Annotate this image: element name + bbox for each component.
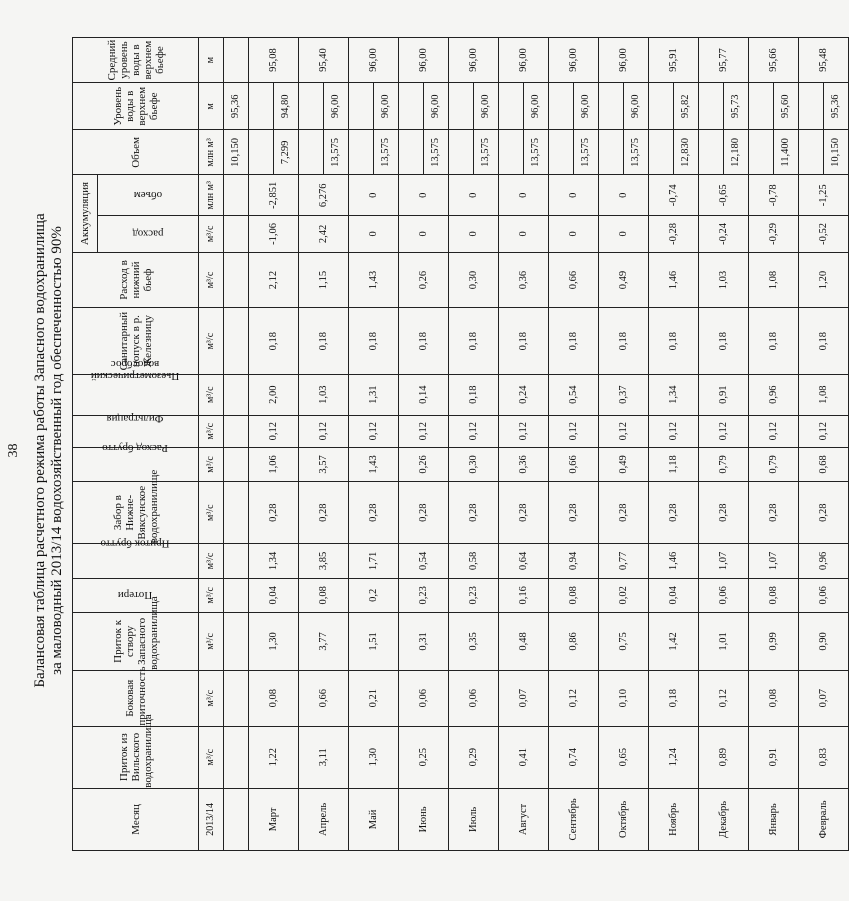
document-title (32, 0, 66, 901)
cell-volume-blank (249, 130, 274, 175)
cell-spillway: 1,03 (299, 374, 349, 415)
cell-losses: 0,04 (649, 578, 699, 612)
cell-level-blank (749, 83, 774, 130)
cell-level-blank (549, 83, 574, 130)
unit-filtration: м³/с (199, 415, 224, 447)
cell-inflow-brutto: 0,77 (599, 544, 649, 578)
cell-acc-volume: 0 (549, 175, 599, 216)
cell-inflow-vilsk: 0,29 (449, 726, 499, 788)
cell-flow-brutto: 3,57 (299, 447, 349, 481)
cell-tailwater-flow: 0,66 (549, 252, 599, 308)
header-avg-level: Средний уровень воды в верхнем бьефе (73, 38, 199, 83)
cell-filtration: 0,12 (799, 415, 849, 447)
units-row (199, 38, 224, 851)
cell-acc-volume: -1,25 (799, 175, 849, 216)
cell-acc-flow: -0,24 (699, 216, 749, 252)
unit-sanitary: м³/с (199, 308, 224, 374)
cell-inflow-zapasnoe: 1,30 (249, 612, 299, 670)
cell-volume-blank (349, 130, 374, 175)
cell-intake: 0,28 (299, 482, 349, 544)
cell-tailwater-flow: 0,36 (499, 252, 549, 308)
cell-lateral: 0,12 (699, 670, 749, 726)
cell-sanitary: 0,18 (549, 308, 599, 374)
table-row (599, 38, 624, 851)
cell-inflow-vilsk: 0,74 (549, 726, 599, 788)
initial-row (224, 38, 249, 851)
cell-flow-brutto: 0,79 (749, 447, 799, 481)
cell-intake: 0,28 (599, 482, 649, 544)
cell-volume-blank (649, 130, 674, 175)
cell-filtration: 0,12 (749, 415, 799, 447)
cell-sanitary: 0,18 (799, 308, 849, 374)
cell-acc-volume: -2,851 (249, 175, 299, 216)
cell-volume: 7,299 (274, 130, 299, 175)
month-cell: Февраль (799, 788, 849, 850)
cell-tailwater-flow: 0,30 (449, 252, 499, 308)
cell-level: 95,36 (824, 83, 849, 130)
cell-avg-level: 96,00 (499, 38, 549, 83)
header-lateral: Боковая приточность (73, 670, 199, 726)
unit-tailwater: м³/с (199, 252, 224, 308)
header-tailwater-flow: Расход в нижний бьеф (73, 252, 199, 308)
header-acc-flow (98, 216, 199, 252)
cell-inflow-zapasnoe: 0,86 (549, 612, 599, 670)
cell-inflow-brutto: 1,71 (349, 544, 399, 578)
cell-intake: 0,28 (699, 482, 749, 544)
cell-intake: 0,28 (399, 482, 449, 544)
cell-inflow-vilsk: 0,83 (799, 726, 849, 788)
unit-inflow-brutto: м³/с (199, 544, 224, 578)
cell-losses: 0,08 (299, 578, 349, 612)
cell-acc-flow: 0 (399, 216, 449, 252)
cell-lateral: 0,21 (349, 670, 399, 726)
table-row (699, 38, 724, 851)
cell-volume: 13,575 (624, 130, 649, 175)
cell-level-blank (349, 83, 374, 130)
cell-avg-level: 95,48 (799, 38, 849, 83)
header-losses-text: Потери (117, 588, 153, 601)
cell-acc-flow: 0 (499, 216, 549, 252)
cell-inflow-vilsk: 0,41 (499, 726, 549, 788)
cell-volume-blank (399, 130, 424, 175)
month-cell: Август (499, 788, 549, 850)
title-line-2: за маловодный 2013/14 водохозяйственный год обеспеченностью 90% (49, 226, 65, 675)
cell-flow-brutto: 0,79 (699, 447, 749, 481)
cell-avg-level: 95,08 (249, 38, 299, 83)
cell-tailwater-flow: 1,15 (299, 252, 349, 308)
cell-flow-brutto: 1,43 (349, 447, 399, 481)
cell-inflow-vilsk: 3,11 (299, 726, 349, 788)
table-row (649, 38, 674, 851)
cell-volume: 11,400 (774, 130, 799, 175)
cell-volume-blank (499, 130, 524, 175)
cell-acc-flow: 0 (599, 216, 649, 252)
unit-inflow-vilsk: м³/с (199, 726, 224, 788)
header-spillway-text: Пьезометрический водосброс (90, 357, 180, 382)
cell-avg-level: 96,00 (599, 38, 649, 83)
header-losses (73, 578, 199, 612)
cell-level-blank (399, 83, 424, 130)
cell-losses: 0,06 (699, 578, 749, 612)
cell-level: 96,00 (424, 83, 449, 130)
cell-tailwater-flow: 0,49 (599, 252, 649, 308)
cell-acc-volume: 0 (599, 175, 649, 216)
cell-inflow-vilsk: 0,25 (399, 726, 449, 788)
cell-inflow-brutto: 0,54 (399, 544, 449, 578)
cell-inflow-brutto: 1,34 (249, 544, 299, 578)
cell-tailwater-flow: 0,26 (399, 252, 449, 308)
cell-volume-blank (599, 130, 624, 175)
cell-flow-brutto: 0,49 (599, 447, 649, 481)
cell-lateral: 0,66 (299, 670, 349, 726)
cell-intake: 0,28 (799, 482, 849, 544)
cell-filtration: 0,12 (649, 415, 699, 447)
cell-losses: 0,04 (249, 578, 299, 612)
cell-volume-blank (299, 130, 324, 175)
cell-spillway: 0,91 (699, 374, 749, 415)
cell-spillway: 1,08 (799, 374, 849, 415)
cell-spillway: 0,37 (599, 374, 649, 415)
cell-inflow-brutto: 1,46 (649, 544, 699, 578)
cell-sanitary: 0,18 (599, 308, 649, 374)
cell-spillway: 1,31 (349, 374, 399, 415)
cell-avg-level: 95,66 (749, 38, 799, 83)
cell-volume: 13,575 (524, 130, 549, 175)
month-cell: Сентябрь (549, 788, 599, 850)
cell-tailwater-flow: 1,08 (749, 252, 799, 308)
header-flow-brutto (73, 442, 199, 481)
cell-volume-blank (799, 130, 824, 175)
cell-inflow-zapasnoe: 0,99 (749, 612, 799, 670)
unit-month: 2013/14 (199, 788, 224, 850)
table-row (499, 38, 524, 851)
header-filtration-text: Фильтрация (106, 412, 164, 425)
cell-lateral: 0,08 (749, 670, 799, 726)
cell-acc-flow: -0,29 (749, 216, 799, 252)
cell-filtration: 0,12 (349, 415, 399, 447)
header-spillway (73, 357, 199, 415)
cell-inflow-zapasnoe: 0,75 (599, 612, 649, 670)
cell-sanitary: 0,18 (299, 308, 349, 374)
cell-tailwater-flow: 1,03 (699, 252, 749, 308)
cell-sanitary: 0,18 (749, 308, 799, 374)
cell-lateral: 0,07 (799, 670, 849, 726)
cell-losses: 0,08 (549, 578, 599, 612)
cell-level: 96,00 (474, 83, 499, 130)
cell-avg-level: 96,00 (449, 38, 499, 83)
cell-inflow-zapasnoe: 0,48 (499, 612, 549, 670)
cell-inflow-vilsk: 1,22 (249, 726, 299, 788)
unit-spillway: м³/с (199, 374, 224, 415)
cell-sanitary: 0,18 (449, 308, 499, 374)
header-acc-flow-text: расход (132, 227, 163, 240)
cell-spillway: 0,24 (499, 374, 549, 415)
cell-inflow-zapasnoe: 0,90 (799, 612, 849, 670)
cell-avg-level: 95,91 (649, 38, 699, 83)
month-cell: Май (349, 788, 399, 850)
cell-intake: 0,28 (499, 482, 549, 544)
cell-level: 96,00 (324, 83, 349, 130)
header-accumulation: Аккумуляция (73, 175, 98, 252)
cell-acc-volume: 0 (449, 175, 499, 216)
cell-spillway: 0,96 (749, 374, 799, 415)
cell-inflow-brutto: 0,58 (449, 544, 499, 578)
cell-sanitary: 0,18 (399, 308, 449, 374)
cell-lateral: 0,06 (449, 670, 499, 726)
cell-spillway: 0,14 (399, 374, 449, 415)
cell-losses: 0,02 (599, 578, 649, 612)
cell-acc-flow: 0 (349, 216, 399, 252)
cell-inflow-zapasnoe: 3,77 (299, 612, 349, 670)
cell-losses: 0,23 (449, 578, 499, 612)
cell-level: 95,82 (674, 83, 699, 130)
cell-flow-brutto: 1,18 (649, 447, 699, 481)
cell-intake: 0,28 (249, 482, 299, 544)
cell-level: 96,00 (624, 83, 649, 130)
cell-level: 95,73 (724, 83, 749, 130)
cell-inflow-vilsk: 0,89 (699, 726, 749, 788)
table-row (349, 38, 374, 851)
cell-volume: 13,575 (374, 130, 399, 175)
cell-losses: 0,23 (399, 578, 449, 612)
cell-lateral: 0,10 (599, 670, 649, 726)
cell-lateral: 0,08 (249, 670, 299, 726)
header-flow-brutto-text: Расход брутто (102, 442, 168, 455)
cell-acc-volume: 0 (399, 175, 449, 216)
unit-flow-brutto: м³/с (199, 447, 224, 481)
cell-flow-brutto: 0,30 (449, 447, 499, 481)
cell-volume: 10,150 (824, 130, 849, 175)
cell-sanitary: 0,18 (499, 308, 549, 374)
header-inflow-brutto-text: Приток брутто (100, 537, 170, 550)
cell-inflow-zapasnoe: 1,42 (649, 612, 699, 670)
cell-tailwater-flow: 1,46 (649, 252, 699, 308)
table-row (299, 38, 324, 851)
cell-acc-volume: 0 (499, 175, 549, 216)
cell-inflow-zapasnoe: 0,31 (399, 612, 449, 670)
cell-losses: 0,08 (749, 578, 799, 612)
cell-lateral: 0,12 (549, 670, 599, 726)
cell-level-blank (449, 83, 474, 130)
cell-filtration: 0,12 (599, 415, 649, 447)
cell-filtration: 0,12 (699, 415, 749, 447)
header-inflow-brutto (73, 537, 199, 578)
cell-tailwater-flow: 1,20 (799, 252, 849, 308)
month-cell: Октябрь (599, 788, 649, 850)
header-acc-volume (98, 175, 199, 216)
unit-losses: м³/с (199, 578, 224, 612)
cell-sanitary: 0,18 (699, 308, 749, 374)
cell-level-blank (699, 83, 724, 130)
month-cell: Апрель (299, 788, 349, 850)
cell-volume: 13,575 (474, 130, 499, 175)
cell-avg-level: 95,40 (299, 38, 349, 83)
cell-avg-level: 96,00 (399, 38, 449, 83)
unit-intake: м³/с (199, 482, 224, 544)
table-body (224, 38, 849, 851)
cell-acc-flow: -0,52 (799, 216, 849, 252)
cell-filtration: 0,12 (549, 415, 599, 447)
table-row (799, 38, 824, 851)
cell-volume-blank (449, 130, 474, 175)
cell-volume: 12,180 (724, 130, 749, 175)
cell-flow-brutto: 0,68 (799, 447, 849, 481)
month-cell: Ноябрь (649, 788, 699, 850)
cell-avg-level: 95,77 (699, 38, 749, 83)
unit-lateral: м³/с (199, 670, 224, 726)
month-cell: Июль (449, 788, 499, 850)
cell-acc-volume: 0 (349, 175, 399, 216)
table-row (449, 38, 474, 851)
cell-level: 96,00 (574, 83, 599, 130)
cell-filtration: 0,12 (299, 415, 349, 447)
month-cell: Март (249, 788, 299, 850)
table-row (549, 38, 574, 851)
cell-inflow-vilsk: 0,65 (599, 726, 649, 788)
cell-losses: 0,2 (349, 578, 399, 612)
cell-volume-blank (699, 130, 724, 175)
cell-inflow-brutto: 0,64 (499, 544, 549, 578)
initial-level: 95,36 (224, 83, 249, 130)
cell-flow-brutto: 0,36 (499, 447, 549, 481)
cell-inflow-zapasnoe: 0,35 (449, 612, 499, 670)
cell-filtration: 0,12 (449, 415, 499, 447)
cell-acc-volume: 6,276 (299, 175, 349, 216)
cell-sanitary: 0,18 (649, 308, 699, 374)
cell-volume-blank (749, 130, 774, 175)
cell-avg-level: 96,00 (549, 38, 599, 83)
header-sanitary: Санитарный попуск в р. Железницу (73, 308, 199, 374)
month-cell: Декабрь (699, 788, 749, 850)
cell-lateral: 0,07 (499, 670, 549, 726)
cell-level-blank (499, 83, 524, 130)
cell-inflow-brutto: 0,94 (549, 544, 599, 578)
cell-acc-flow: 0 (549, 216, 599, 252)
cell-level: 94,80 (274, 83, 299, 130)
cell-inflow-vilsk: 0,91 (749, 726, 799, 788)
cell-acc-volume: -0,74 (649, 175, 699, 216)
cell-intake: 0,28 (749, 482, 799, 544)
cell-acc-flow: -0,28 (649, 216, 699, 252)
month-cell: Июнь (399, 788, 449, 850)
cell-sanitary: 0,18 (249, 308, 299, 374)
cell-inflow-zapasnoe: 1,01 (699, 612, 749, 670)
cell-spillway: 0,18 (449, 374, 499, 415)
cell-spillway: 2,00 (249, 374, 299, 415)
cell-acc-flow: 0 (449, 216, 499, 252)
unit-inflow-zapasnoe: м³/с (199, 612, 224, 670)
cell-level: 96,00 (374, 83, 399, 130)
cell-avg-level: 96,00 (349, 38, 399, 83)
cell-level-blank (649, 83, 674, 130)
header-month: Месяц (73, 788, 199, 850)
cell-level-blank (599, 83, 624, 130)
unit-avg-level: м (199, 38, 224, 83)
header-inflow-zapasnoe: Приток к створу Запасного водохранилища (73, 612, 199, 670)
table-row (249, 38, 274, 851)
cell-flow-brutto: 0,66 (549, 447, 599, 481)
header-level: Уровень воды в верхнем бьефе (73, 83, 199, 130)
cell-volume: 13,575 (424, 130, 449, 175)
cell-filtration: 0,12 (399, 415, 449, 447)
month-cell: Январь (749, 788, 799, 850)
cell-level: 95,60 (774, 83, 799, 130)
unit-volume: млн м³ (199, 130, 224, 175)
cell-acc-volume: -0,65 (699, 175, 749, 216)
cell-tailwater-flow: 1,43 (349, 252, 399, 308)
unit-acc-flow: м³/с (199, 216, 224, 252)
cell-inflow-brutto: 1,07 (749, 544, 799, 578)
cell-spillway: 0,54 (549, 374, 599, 415)
cell-intake: 0,28 (649, 482, 699, 544)
cell-inflow-vilsk: 1,30 (349, 726, 399, 788)
table-header (73, 38, 224, 851)
cell-inflow-brutto: 1,07 (699, 544, 749, 578)
cell-acc-flow: -1,06 (249, 216, 299, 252)
header-acc-volume-text: объем (133, 189, 162, 202)
header-inflow-vilsk: Приток из Вильского водохранилища (73, 726, 199, 788)
balance-table (72, 37, 849, 851)
cell-losses: 0,06 (799, 578, 849, 612)
unit-acc-volume: млн м³ (199, 175, 224, 216)
initial-volume: 10,150 (224, 130, 249, 175)
cell-level-blank (249, 83, 274, 130)
cell-lateral: 0,18 (649, 670, 699, 726)
cell-spillway: 1,34 (649, 374, 699, 415)
cell-sanitary: 0,18 (349, 308, 399, 374)
table-row (749, 38, 774, 851)
table-row (399, 38, 424, 851)
cell-level-blank (799, 83, 824, 130)
header-intake: Забор в Нижне-Вяксунское водохранилище (73, 482, 199, 544)
cell-acc-flow: 2,42 (299, 216, 349, 252)
cell-volume-blank (549, 130, 574, 175)
cell-lateral: 0,06 (399, 670, 449, 726)
cell-volume: 12,830 (674, 130, 699, 175)
cell-tailwater-flow: 2,12 (249, 252, 299, 308)
cell-intake: 0,28 (349, 482, 399, 544)
cell-inflow-brutto: 3,85 (299, 544, 349, 578)
cell-inflow-brutto: 0,96 (799, 544, 849, 578)
cell-filtration: 0,12 (499, 415, 549, 447)
title-line-1: Балансовая таблица расчетного режима работы Запасного водохранилища (32, 213, 48, 688)
cell-flow-brutto: 0,26 (399, 447, 449, 481)
header-volume: Объем (73, 130, 199, 175)
cell-acc-volume: -0,78 (749, 175, 799, 216)
cell-volume: 13,575 (574, 130, 599, 175)
cell-inflow-vilsk: 1,24 (649, 726, 699, 788)
cell-level-blank (299, 83, 324, 130)
cell-intake: 0,28 (449, 482, 499, 544)
cell-intake: 0,28 (549, 482, 599, 544)
cell-inflow-zapasnoe: 1,51 (349, 612, 399, 670)
cell-losses: 0,16 (499, 578, 549, 612)
page-number: 38 (6, 443, 21, 458)
cell-flow-brutto: 1,06 (249, 447, 299, 481)
cell-level: 96,00 (524, 83, 549, 130)
cell-filtration: 0,12 (249, 415, 299, 447)
cell-volume: 13,575 (324, 130, 349, 175)
unit-level: м (199, 83, 224, 130)
